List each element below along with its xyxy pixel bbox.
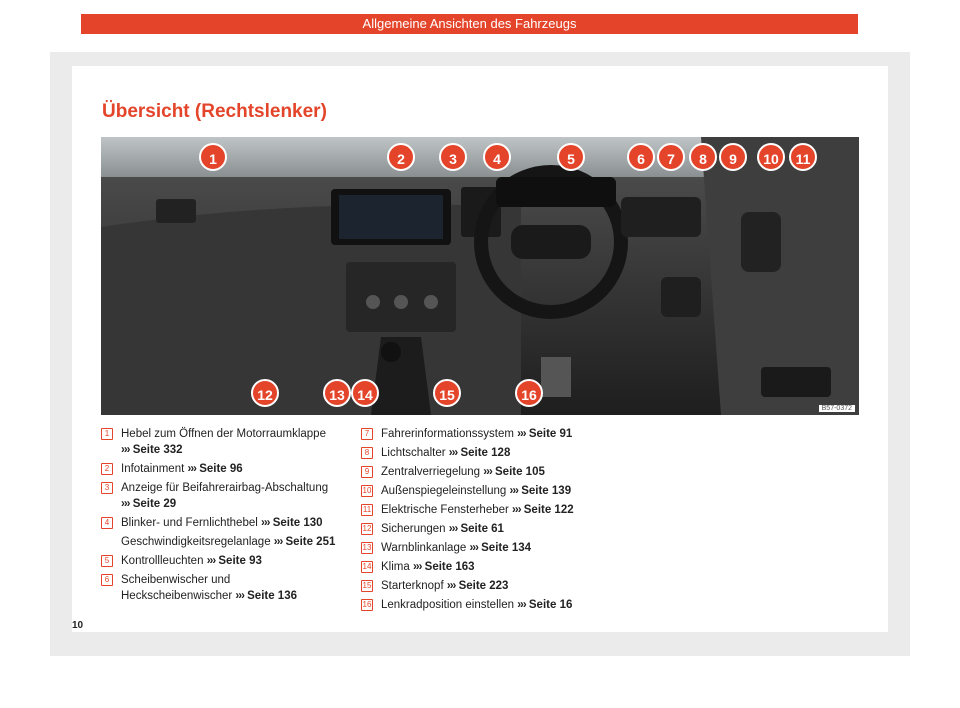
callout-12: 12: [251, 379, 279, 407]
callout-14: 14: [351, 379, 379, 407]
legend-item: [361, 426, 621, 442]
legend-item: [361, 502, 621, 518]
callout-2: 2: [387, 143, 415, 171]
legend-text: Hebel zum Öffnen der Motorraumklappe: [121, 428, 326, 440]
legend-item: [361, 540, 621, 556]
page-reference[interactable]: Seite 128: [460, 447, 511, 459]
arrow-icon: ›››: [235, 590, 244, 602]
legend-text: Fahrerinformationssystem: [381, 428, 514, 440]
legend-number: 11: [362, 505, 372, 514]
arrow-icon: ›››: [517, 428, 526, 440]
arrow-icon: ›››: [483, 466, 492, 478]
legend-number: 9: [361, 466, 373, 478]
legend-item: [101, 553, 341, 569]
legend-text: Sicherungen: [381, 523, 446, 535]
legend-text: Starterknopf: [381, 580, 444, 592]
callout-7: 7: [657, 143, 685, 171]
figure-code: B57-0372: [819, 405, 855, 412]
callout-10: 10: [757, 143, 785, 171]
legend-number: 8: [361, 447, 373, 459]
legend-text: Außenspiegeleinstellung: [381, 485, 507, 497]
callout-15: 15: [433, 379, 461, 407]
dashboard-illustration: [101, 137, 859, 415]
legend-item: [101, 572, 341, 604]
callout-13: 13: [323, 379, 351, 407]
legend-item: [101, 426, 341, 458]
arrow-icon: ›››: [448, 447, 458, 459]
page-reference[interactable]: Seite 16: [528, 599, 573, 611]
legend-number: 1: [101, 428, 113, 440]
legend-text: Kontrollleuchten: [121, 555, 204, 567]
legend-item: [361, 521, 621, 537]
page-number: 10: [72, 620, 84, 631]
callout-4: 4: [483, 143, 511, 171]
arrow-icon: ›››: [512, 504, 521, 516]
page-reference[interactable]: Seite 139: [521, 485, 572, 497]
legend-item: [361, 578, 621, 594]
legend-number: 6: [101, 574, 113, 586]
page-reference[interactable]: Seite 136: [247, 590, 297, 602]
dashboard-figure: [101, 137, 859, 415]
legend-left: [101, 426, 341, 607]
legend-text: Klima: [381, 561, 410, 573]
arrow-icon: ›››: [469, 542, 478, 554]
legend-item: [101, 461, 341, 477]
page-reference[interactable]: Seite 29: [132, 498, 177, 510]
arrow-icon: ›››: [187, 463, 196, 475]
legend-number: 15: [362, 581, 372, 590]
legend-item: [361, 445, 621, 461]
arrow-icon: ›››: [206, 555, 216, 567]
legend-number: 7: [361, 428, 373, 440]
legend-number: 14: [362, 562, 372, 571]
page-reference[interactable]: Seite 134: [481, 542, 532, 554]
page-reference[interactable]: Seite 130: [272, 517, 323, 529]
legend-text: Lichtschalter: [381, 447, 446, 459]
page-title: Übersicht (Rechtslenker): [102, 101, 327, 122]
legend-text: Infotainment: [121, 463, 185, 475]
legend-item: [361, 559, 621, 575]
arrow-icon: ›››: [509, 485, 519, 497]
callout-9: 9: [719, 143, 747, 171]
legend-text: Geschwindigkeitsregelanlage: [121, 536, 271, 548]
page-reference[interactable]: Seite 96: [199, 463, 243, 475]
legend-item: [361, 483, 621, 499]
legend-number: 3: [101, 482, 113, 494]
callout-16: 16: [515, 379, 543, 407]
legend-text: Warnblinkanlage: [381, 542, 467, 554]
legend-number: 16: [362, 600, 372, 609]
callout-6: 6: [627, 143, 655, 171]
page-reference[interactable]: Seite 91: [528, 428, 573, 440]
callout-3: 3: [439, 143, 467, 171]
legend-text: Anzeige für Beifahrerairbag-Abschaltung: [121, 482, 329, 494]
arrow-icon: ›››: [412, 561, 422, 573]
page-reference[interactable]: Seite 93: [218, 555, 262, 567]
legend-text: Zentralverriegelung: [381, 466, 481, 478]
page-reference[interactable]: Seite 122: [523, 504, 574, 516]
legend-number: 13: [362, 543, 372, 552]
legend-item: [361, 464, 621, 480]
legend-text: Blinker- und Fernlichthebel: [121, 517, 258, 529]
arrow-icon: ›››: [448, 523, 458, 535]
legend-item: [361, 597, 621, 613]
page-reference[interactable]: Seite 105: [495, 466, 545, 478]
legend-text: Elektrische Fensterheber: [381, 504, 509, 516]
legend-number: 5: [101, 555, 113, 567]
legend-number: 4: [101, 517, 113, 529]
arrow-icon: ›››: [517, 599, 526, 611]
legend-item: [101, 480, 341, 512]
legend-text: Scheibenwischer und Heckscheibenwischer: [121, 574, 233, 602]
callout-8: 8: [689, 143, 717, 171]
callout-11: 11: [789, 143, 817, 171]
legend-number: 2: [101, 463, 113, 475]
page-reference[interactable]: Seite 223: [458, 580, 509, 592]
arrow-icon: ›››: [121, 444, 130, 456]
page-reference[interactable]: Seite 61: [460, 523, 504, 535]
callout-1: 1: [199, 143, 227, 171]
page-reference[interactable]: Seite 332: [132, 444, 183, 456]
legend-right: [361, 426, 621, 616]
callout-5: 5: [557, 143, 585, 171]
page-reference[interactable]: Seite 163: [424, 561, 475, 573]
legend-number: 12: [362, 524, 372, 533]
arrow-icon: ›››: [273, 536, 283, 548]
arrow-icon: ›››: [446, 580, 456, 592]
legend-number: 10: [362, 486, 372, 495]
page-reference[interactable]: Seite 251: [285, 536, 336, 548]
legend-text: Lenkradposition einstellen: [381, 599, 514, 611]
arrow-icon: ›››: [121, 498, 130, 510]
chapter-banner: Allgemeine Ansichten des Fahrzeugs: [81, 14, 858, 34]
arrow-icon: ›››: [261, 517, 270, 529]
legend-item: [101, 515, 341, 550]
